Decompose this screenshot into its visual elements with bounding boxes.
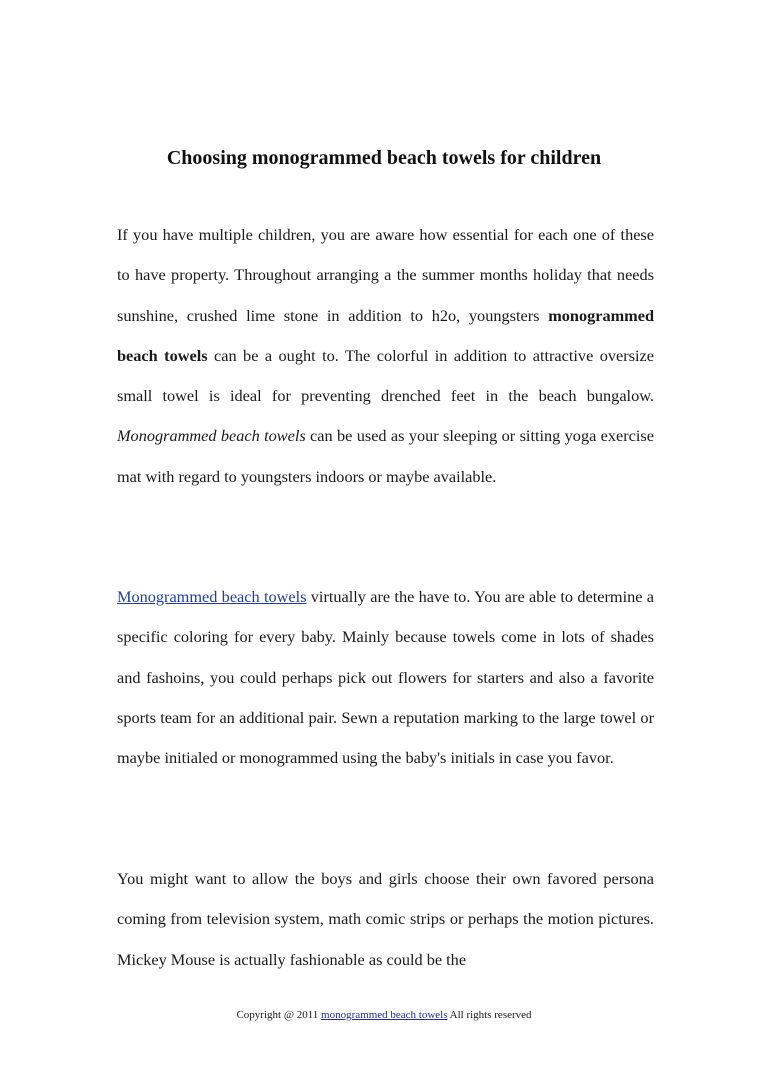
footer [0, 1007, 768, 1023]
paragraph-1-text-a: If you have multiple children, you are aware how essential for each one of these to have property. Throughout arranging a the summer months holiday that needs sunshine, crushed lime stone in addition to h2o, youngsters [117, 225, 654, 325]
paragraph-1-text-c: can be used as your sleeping or sitting yoga exercise mat with regard to youngsters indoors or maybe available. [117, 426, 654, 486]
keyword-link[interactable]: Monogrammed beach towels [117, 587, 307, 606]
paragraph-1 [117, 215, 654, 497]
paragraph-2-text: virtually are the have to. You are able to determine a specific coloring for every baby. Mainly because towels come in lots of shades and fashoins, you could perhaps pick out flowers for starters and also a favorite sports team for an additional pair. Sewn a reputation marking to the large towel or maybe initialed or monogrammed using the baby's initials in case you favor. [117, 587, 654, 768]
footer-link[interactable]: monogrammed beach towels [321, 1009, 448, 1021]
paragraph-1-text-b: can be a ought to. The colorful in addition to attractive oversize small towel is ideal for preventing drenched feet in the beach bungalow. [117, 345, 654, 406]
footer-rights: All rights reserved [447, 1009, 532, 1021]
italic-keyword: Monogrammed beach towels [117, 426, 306, 446]
footer-copyright: Copyright @ 2011 [236, 1009, 322, 1021]
paragraph-3 [117, 859, 654, 980]
document-title: Choosing monogrammed beach towels for children [166, 147, 602, 169]
paragraph-3-text: You might want to allow the boys and girls choose their own favored persona coming from television system, math comic strips or perhaps the motion pictures. Mickey Mouse is actually fashionable as could be the [117, 869, 654, 969]
paragraph-2 [117, 577, 654, 778]
bold-keyword: monogrammed beach towels [117, 305, 654, 365]
